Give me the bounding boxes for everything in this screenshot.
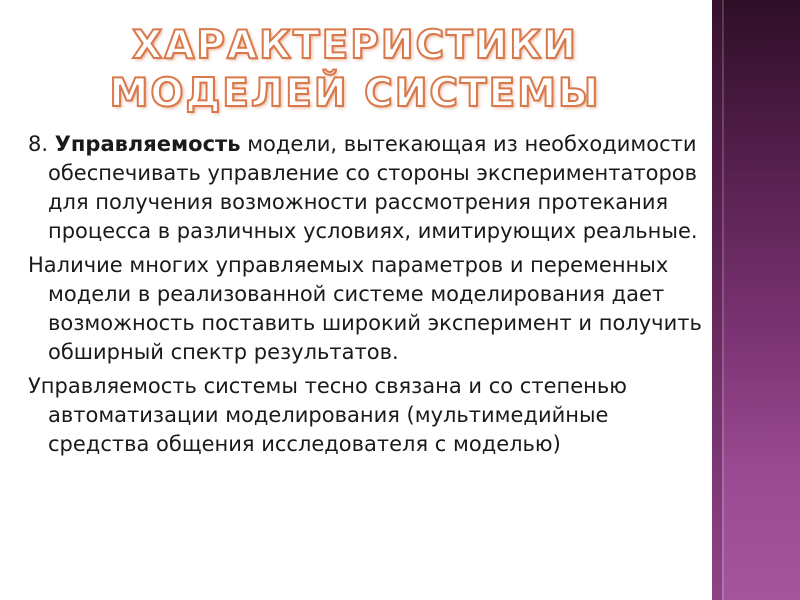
slide-body: [28, 130, 716, 464]
term-controllability: Управляемость: [54, 132, 241, 156]
paragraph-parameters: [28, 251, 716, 367]
paragraph-text: Наличие многих управляемых параметров и переменных модели в реализованной системе моделирования дает возможность поставить широкий эксперимент и получить обширный спектр результатов.: [28, 253, 702, 364]
paragraph-controllability: [28, 130, 716, 246]
paragraph-automation: [28, 372, 716, 459]
slide-title: ХАРАКТЕРИСТИКИ МОДЕЛЕЙ СИСТЕМЫ: [109, 23, 601, 116]
paragraph-text: Управляемость системы тесно связана и со степенью автоматизации моделирования (мультимедийные средства общения исследователя с моделью): [28, 374, 627, 456]
decorative-side-bar: [712, 0, 800, 600]
paragraph-text: модели, вытекающая из необходимости обеспечивать управление со стороны экспериментаторов для получения возможности рассмотрения протекания процесса в различных условиях, имитирующих реальные.: [48, 132, 698, 243]
list-number: 8.: [28, 132, 55, 156]
